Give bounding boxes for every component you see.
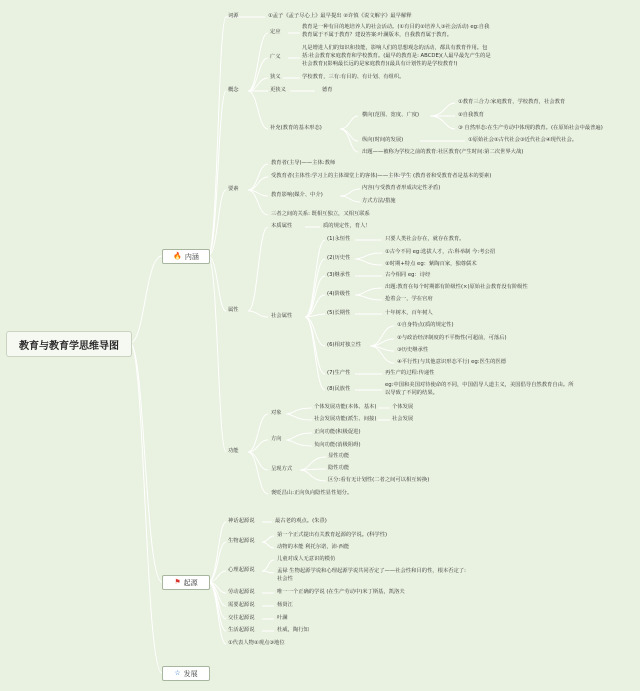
node-s5[interactable]: (5)长期性 <box>327 310 351 316</box>
node-xiayi[interactable]: 狭义 <box>270 74 281 80</box>
node-ys-3a: 内容(与受教育者形成决定性矛盾) <box>362 185 441 191</box>
node-s3-detail: 古今相同 eg：诗经 <box>385 272 431 278</box>
node-hx-3: ③ 自然形态:在生产劳动中体现的教育。(在原始社会中最普遍) <box>458 125 603 131</box>
node-s8-detail-2: 以导致了不同的结果。 <box>385 390 438 396</box>
node-s2[interactable]: (2)历史性 <box>327 255 351 261</box>
node-gongneng[interactable]: 功能 <box>228 448 239 454</box>
node-s6-detail-3: ③历史继承性 <box>397 347 429 353</box>
node-q2-detail-2: 动物的本能 利托尔诺，沛·西能 <box>277 544 350 550</box>
node-s4-detail-2: 抢着会一，学在官府 <box>385 296 433 302</box>
node-s7[interactable]: (7)生产性 <box>327 370 351 376</box>
flag-icon: ⚑ <box>174 578 181 586</box>
node-dx-1: 个体发展功能(本体、基本) <box>314 404 377 410</box>
node-ciyuan[interactable]: 词源 <box>228 13 239 19</box>
node-s5-detail: 十年树木，百年树人 <box>385 310 433 316</box>
node-q4-detail: 唯一一个正确的学说 (在生产劳动中)米丁斯基，凯洛夫 <box>277 589 405 595</box>
node-guangyi-detail-3: 社会教育)(影响最长远的是家庭教育)(最具有计划性的是学校教育!) <box>302 61 458 67</box>
node-xie: 褒贬昌山:正向负向隐性显性划分。 <box>271 490 353 496</box>
node-hx-2: ②自我教育 <box>458 112 484 118</box>
node-ys-2: 受教育者(主体性:学习上的主体课堂上的客体)——主体:学生 <box>271 173 412 179</box>
node-anding-detail-1: 教育是一种有目的地培养人的社会活动。(①有目的②培养人③社会活动) eg:自我 <box>302 24 490 30</box>
node-guangyi-detail-1: 凡是增进人们的知识和技能，影响人们的思想观念的活动，都具有教育作用。包 <box>302 45 488 51</box>
node-s2-detail-2: ②时期+特点 eg：紫陶百家，独尊儒术 <box>385 261 477 267</box>
node-yaosu[interactable]: 要素 <box>228 186 239 192</box>
node-q8: ①代表人物②观点③地位 <box>228 640 285 646</box>
node-ys-3[interactable]: 教育影响(媒介、中介) <box>271 192 323 198</box>
node-gengxiayi-detail: 德育 <box>322 87 333 93</box>
node-cx-3: 区分:看有无计划性(二者之间可以相互转换) <box>328 477 430 483</box>
node-ys-1: 教育者(主导)——主体:教师 <box>271 160 336 166</box>
node-s1[interactable]: (1)永恒性 <box>327 236 351 242</box>
node-s8-detail-1: eg:中国和美国对待使命的不同，中国倡导人道主义，美国倡导自然教育自由。所 <box>385 382 574 388</box>
node-s2-detail-1: ①古今不同 eg:选拔人才，古:科举制 今:考公招 <box>385 249 496 255</box>
node-s6[interactable]: (6)相对独立性 <box>327 342 361 348</box>
node-ys-2b: (教育者和受教育者是基本的要素) <box>413 173 492 179</box>
node-guangyi[interactable]: 广义 <box>270 54 281 60</box>
node-guangyi-detail-2: 括:社会教育家庭教育和学校教育。(最早的教育是: ABCDE)(人最早最先产生的是 <box>302 53 491 59</box>
node-chengxian[interactable]: 呈现方式 <box>271 466 293 472</box>
node-buchong[interactable]: 补充(教育的基本形态) <box>270 125 322 131</box>
node-dx-1b: 个体发展 <box>392 404 414 410</box>
node-xiayi-detail: 学校教育，三有:有目的、有计划、有组织。 <box>302 74 405 80</box>
node-gengxiayi[interactable]: 更狭义 <box>270 87 286 93</box>
flame-icon: 🔥 <box>173 252 182 260</box>
node-benzhi[interactable]: 本质属性 <box>271 223 293 229</box>
node-hx-1: ①教育三合力:家庭教育，学校教育，社会教育 <box>458 99 566 105</box>
node-q6-detail: 叶澜 <box>277 615 288 621</box>
node-q7[interactable]: 生活起源说 <box>228 627 255 633</box>
star-icon: ☆ <box>174 669 181 677</box>
node-benzhi-detail: 质的规定性，育人！ <box>323 223 371 229</box>
node-fx-2: 负向功能(消极阻碍) <box>314 442 361 448</box>
node-s6-detail-1: ①自身特点(质的规定性) <box>397 322 454 328</box>
node-q1[interactable]: 神话起源说 <box>228 518 255 524</box>
branch-label: 起源 <box>183 578 198 587</box>
node-dx-2: 社会发展功能(派生、间接) <box>314 416 377 422</box>
node-cx-1: 显性功能 <box>328 453 350 459</box>
node-q5[interactable]: 需要起源说 <box>228 602 255 608</box>
node-q7-detail: 杜威，陶行知 <box>277 627 309 633</box>
node-q2[interactable]: 生物起源说 <box>228 538 255 544</box>
node-q4[interactable]: 劳动起源说 <box>228 589 255 595</box>
node-chuxian: 出题——被称为学校之前的教育:社区教育(产生时间:第二次世界大战) <box>362 149 524 155</box>
node-gainian[interactable]: 概念 <box>228 87 239 93</box>
node-hengxiang[interactable]: 横向(范围、宽度、广度) <box>362 112 420 118</box>
node-q3-detail-2: 孟禄 生物起源学说和心理起源学说共同否定了——社会性和目的性，根本否定了: <box>277 568 466 574</box>
node-cx-2: 隐性功能 <box>328 465 350 471</box>
branch-label: 发展 <box>183 669 198 678</box>
node-s4-detail-1: 出题:教育在每个时期都有阶级性(×)原始社会教育没有阶级性 <box>385 284 528 290</box>
node-s1-detail: 只要人类社会存在，就存在教育。 <box>385 236 465 242</box>
node-q2-detail-1: 第一个正式提出有关教育起源的学说。(科学性) <box>277 532 388 538</box>
node-q3-detail-1: 儿童对成人无意识的模仿 <box>277 556 336 562</box>
node-dx-2b: 社会发展 <box>392 416 414 422</box>
node-s3[interactable]: (3)继承性 <box>327 272 351 278</box>
node-anding-detail-2: 教育属于不属于教育？建设答案:叶澜版本，自我教育属于教育。 <box>302 32 453 38</box>
node-q5-detail: 杨贤江 <box>277 602 293 608</box>
node-s6-detail-4: ④平行性(与其他意识形态平行) eg:医生的医德 <box>397 359 507 365</box>
node-ciyuan-detail: ①孟子《孟子尽心上》最早提出 ②许慎《说文解字》最早解释 <box>268 13 412 19</box>
node-shehui[interactable]: 社会属性 <box>271 313 293 319</box>
node-s8[interactable]: (8)民族性 <box>327 386 351 392</box>
node-q3-detail-3: 社会性 <box>277 576 293 582</box>
node-q1-detail: 最古老的观点。(朱熹) <box>275 518 327 524</box>
node-s4[interactable]: (4)阶级性 <box>327 291 351 297</box>
node-q3[interactable]: 心理起源说 <box>228 567 255 573</box>
node-shuxing[interactable]: 属性 <box>228 307 239 313</box>
branch-label: 内涵 <box>184 252 199 261</box>
node-s7-detail: 再生产的过程:传递性 <box>385 370 435 376</box>
node-zongxiang[interactable]: 纵向(时间的发展) <box>362 137 404 143</box>
mindmap-root-title[interactable]: 教育与教育学思维导图 <box>6 331 132 357</box>
node-s6-detail-2: ②与政治经济制度的不平衡性(可超前，可落后) <box>397 335 507 341</box>
node-anding[interactable]: 定应 <box>270 29 281 35</box>
node-zx: ①原始社会②古代社会③近代社会④现代社会。 <box>468 137 578 143</box>
node-duixiang[interactable]: 对象 <box>271 410 282 416</box>
branch-neihan[interactable] <box>162 249 210 264</box>
node-ys-3b: 方式方法/措施 <box>362 198 396 204</box>
node-q6[interactable]: 交往起源说 <box>228 615 255 621</box>
node-fx-1: 正向功能(积极促进) <box>314 429 361 435</box>
branch-fazhan[interactable] <box>162 666 210 681</box>
node-ys-4: 三者之间的关系: 既相互独立，又相互联系 <box>271 211 370 217</box>
branch-qiyuan[interactable] <box>162 575 210 590</box>
node-fangxiang[interactable]: 方向 <box>271 436 282 442</box>
